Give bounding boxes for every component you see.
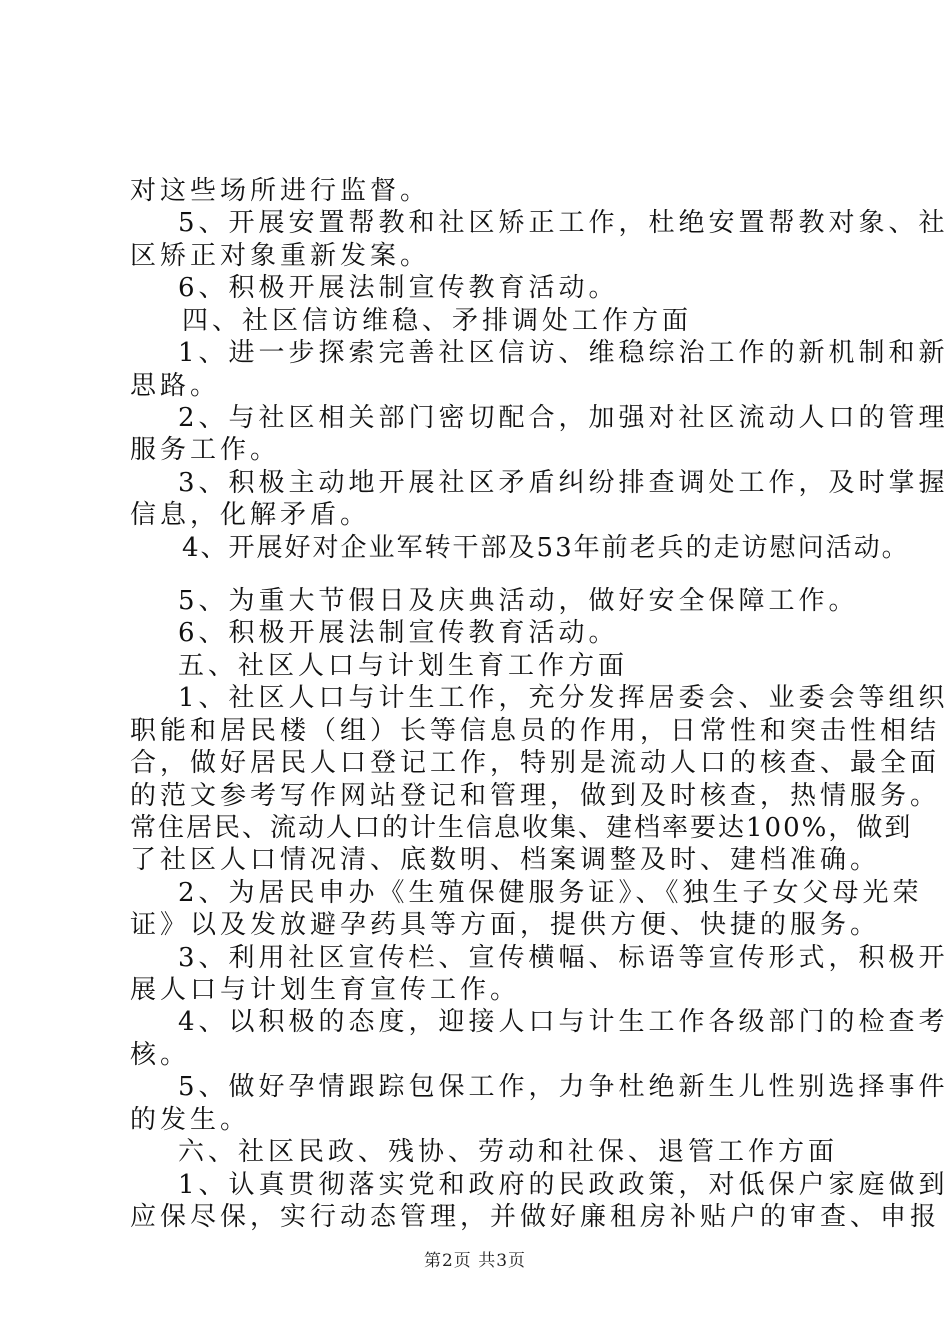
text-line: 5、为重大节假日及庆典活动，做好安全保障工作。 — [178, 586, 859, 616]
text-line: 4、开展好对企业军转干部及53年前老兵的走访慰问活动。 — [182, 533, 910, 563]
text-line: 2、为居民申办《生殖保健服务证》、《独生子女父母光荣 — [178, 878, 923, 908]
text-line: 应保尽保，实行动态管理，并做好廉租房补贴户的审查、申报 — [130, 1202, 941, 1232]
section-heading: 六、社区民政、残协、劳动和社保、退管工作方面 — [178, 1137, 839, 1167]
text-line: 服务工作。 — [130, 435, 281, 465]
text-line: 1、社区人口与计生工作，充分发挥居委会、业委会等组织 — [178, 683, 949, 713]
page-footer: 第2页 共3页 — [423, 1251, 527, 1271]
text-line: 1、认真贯彻落实党和政府的民政政策，对低保户家庭做到 — [178, 1170, 949, 1200]
text-line: 展人口与计划生育宣传工作。 — [130, 975, 521, 1005]
text-line: 3、利用社区宣传栏、宣传横幅、标语等宣传形式，积极开 — [178, 943, 949, 973]
section-heading: 四、社区信访维稳、矛排调处工作方面 — [182, 306, 693, 336]
text-line: 核。 — [130, 1040, 191, 1070]
text-line: 的范文参考写作网站登记和管理，做到及时核查，热情服务。 — [130, 781, 941, 811]
text-line: 区矫正对象重新发案。 — [130, 241, 431, 271]
text-line: 1、进一步探索完善社区信访、维稳综治工作的新机制和新 — [178, 338, 949, 368]
text-line: 5、做好孕情跟踪包保工作，力争杜绝新生儿性别选择事件 — [178, 1072, 949, 1102]
text-line: 5、开展安置帮教和社区矫正工作，杜绝安置帮教对象、社 — [178, 208, 949, 238]
text-line: 合，做好居民人口登记工作，特别是流动人口的核查、最全面 — [130, 748, 941, 778]
text-line: 3、积极主动地开展社区矛盾纠纷排查调处工作，及时掌握 — [178, 468, 949, 498]
section-heading: 五、社区人口与计划生育工作方面 — [178, 651, 629, 681]
text-line: 对这些场所进行监督。 — [130, 176, 431, 206]
text-line: 常住居民、流动人口的计生信息收集、建档率要达100%，做到 — [130, 813, 913, 843]
text-line: 2、与社区相关部门密切配合，加强对社区流动人口的管理 — [178, 403, 949, 433]
text-line: 6、积极开展法制宣传教育活动。 — [178, 618, 619, 648]
text-line: 6、积极开展法制宣传教育活动。 — [178, 273, 619, 303]
text-line: 职能和居民楼（组）长等信息员的作用，日常性和突击性相结 — [130, 716, 941, 746]
text-line: 信息，化解矛盾。 — [130, 500, 371, 530]
text-line: 4、以积极的态度，迎接人口与计生工作各级部门的检查考 — [178, 1007, 949, 1037]
text-line: 的发生。 — [130, 1105, 251, 1135]
text-line: 思路。 — [130, 371, 221, 401]
text-line: 证》以及发放避孕药具等方面，提供方便、快捷的服务。 — [130, 910, 881, 940]
text-line: 了社区人口情况清、底数明、档案调整及时、建档准确。 — [130, 845, 881, 875]
